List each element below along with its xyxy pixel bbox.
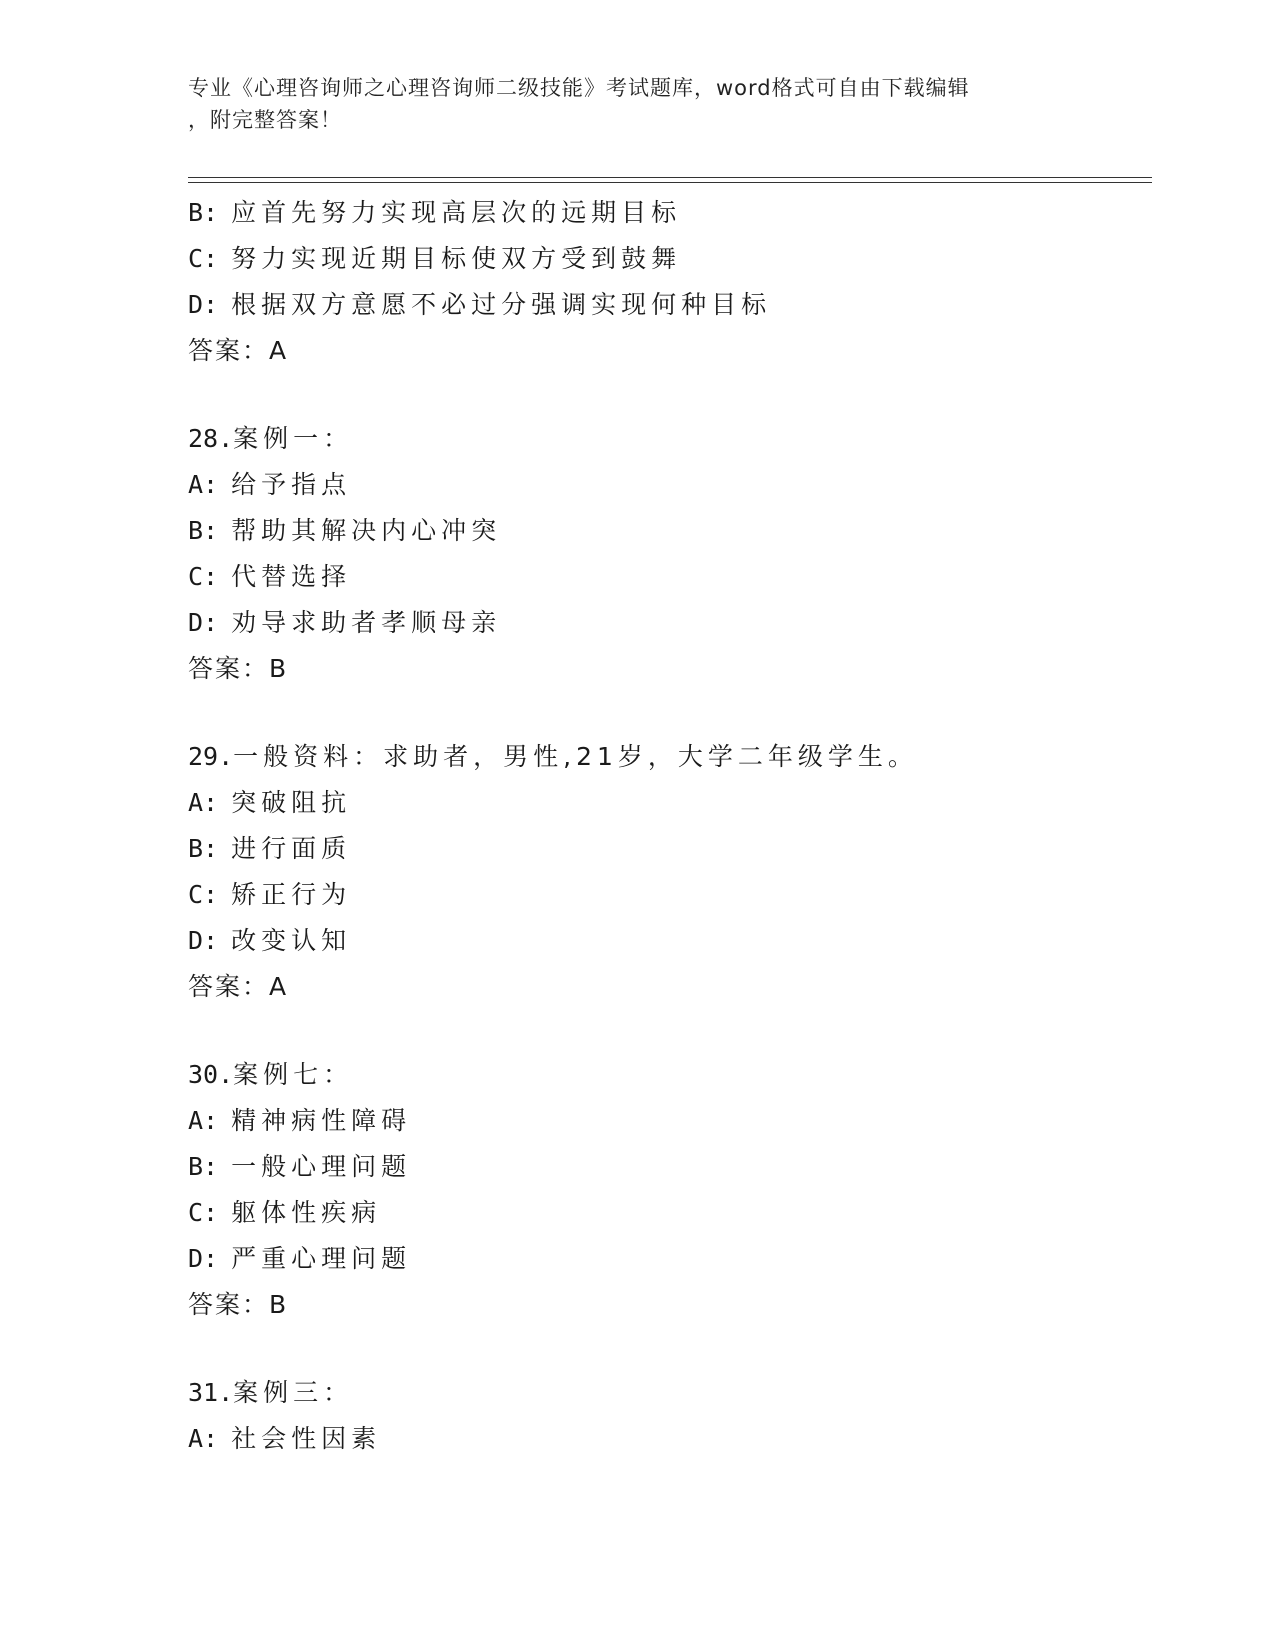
option-d xyxy=(188,918,1148,964)
answer-line: 答案：A xyxy=(188,972,289,1001)
option-a xyxy=(188,462,1148,508)
option-text: 精神病性障碍 xyxy=(231,1106,412,1135)
question-text: 案例三： xyxy=(233,1378,354,1407)
option-letter: C: xyxy=(188,1198,219,1227)
option-text: 代替选择 xyxy=(231,562,352,591)
question-number: 28. xyxy=(188,424,234,453)
question-block-29 xyxy=(188,734,1148,1010)
header-divider-top xyxy=(188,177,1152,178)
answer-line: 答案：B xyxy=(188,1290,289,1319)
question-title xyxy=(188,416,1148,462)
question-title xyxy=(188,734,1148,780)
answer-line: 答案：B xyxy=(188,654,289,683)
option-letter: B: xyxy=(188,516,219,545)
option-b xyxy=(188,190,1148,236)
question-block-31 xyxy=(188,1370,1148,1462)
option-text: 改变认知 xyxy=(231,926,352,955)
option-letter: D: xyxy=(188,608,219,637)
header-divider-bottom xyxy=(188,182,1152,183)
option-letter: D: xyxy=(188,1244,219,1273)
option-letter: D: xyxy=(188,926,219,955)
option-letter: C: xyxy=(188,880,219,909)
question-title xyxy=(188,1052,1148,1098)
option-text: 矫正行为 xyxy=(231,880,352,909)
option-d xyxy=(188,600,1148,646)
option-letter: C: xyxy=(188,562,219,591)
question-text: 一般资料：求助者，男性,21岁，大学二年级学生。 xyxy=(233,742,918,771)
option-c xyxy=(188,236,1148,282)
question-title xyxy=(188,1370,1148,1416)
question-block-30 xyxy=(188,1052,1148,1328)
option-text: 一般心理问题 xyxy=(231,1152,412,1181)
question-number: 31. xyxy=(188,1378,234,1407)
option-c xyxy=(188,872,1148,918)
option-letter: A: xyxy=(188,1424,219,1453)
option-b xyxy=(188,1144,1148,1190)
option-text: 突破阻抗 xyxy=(231,788,352,817)
option-d xyxy=(188,1236,1148,1282)
option-text: 帮助其解决内心冲突 xyxy=(231,516,502,545)
option-text: 躯体性疾病 xyxy=(231,1198,382,1227)
option-letter: B: xyxy=(188,1152,219,1181)
option-c xyxy=(188,554,1148,600)
question-text: 案例七： xyxy=(233,1060,354,1089)
question-number: 29. xyxy=(188,742,234,771)
question-number: 30. xyxy=(188,1060,234,1089)
option-letter: C: xyxy=(188,244,219,273)
option-text: 劝导求助者孝顺母亲 xyxy=(231,608,502,637)
option-text: 社会性因素 xyxy=(231,1424,382,1453)
option-text: 严重心理问题 xyxy=(231,1244,412,1273)
option-a xyxy=(188,780,1148,826)
question-block-28 xyxy=(188,416,1148,692)
header-line-1: 专业《心理咨询师之心理咨询师二级技能》考试题库，word格式可自由下载编辑 xyxy=(188,76,970,100)
option-letter: B: xyxy=(188,834,219,863)
option-text: 努力实现近期目标使双方受到鼓舞 xyxy=(231,244,682,273)
option-letter: A: xyxy=(188,1106,219,1135)
header-line-2: ，附完整答案！ xyxy=(188,108,342,132)
option-letter: A: xyxy=(188,788,219,817)
option-b xyxy=(188,826,1148,872)
option-b xyxy=(188,508,1148,554)
option-text: 进行面质 xyxy=(231,834,352,863)
option-d xyxy=(188,282,1148,328)
option-letter: D: xyxy=(188,290,219,319)
option-a xyxy=(188,1098,1148,1144)
question-block-27 xyxy=(188,190,1148,374)
option-text: 给予指点 xyxy=(231,470,352,499)
answer-line: 答案：A xyxy=(188,336,289,365)
option-text: 应首先努力实现高层次的远期目标 xyxy=(231,198,682,227)
question-text: 案例一： xyxy=(233,424,354,453)
question-list xyxy=(188,190,1148,1462)
page-header xyxy=(188,72,1068,136)
option-a xyxy=(188,1416,1148,1462)
option-letter: B: xyxy=(188,198,219,227)
option-letter: A: xyxy=(188,470,219,499)
option-c xyxy=(188,1190,1148,1236)
option-text: 根据双方意愿不必过分强调实现何种目标 xyxy=(231,290,772,319)
